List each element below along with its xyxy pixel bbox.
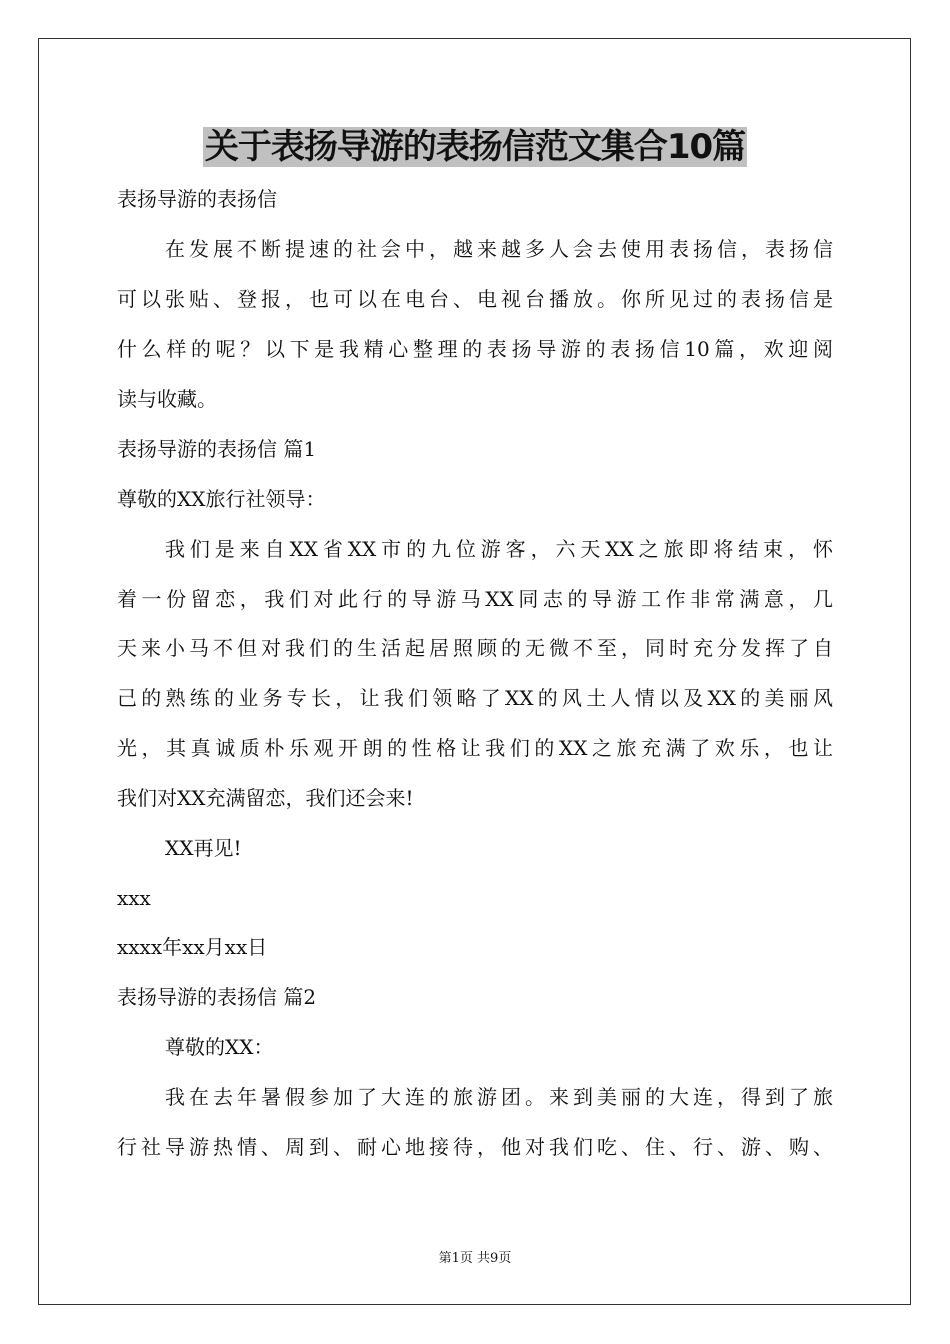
text-line: 表扬导游的表扬信 篇2 — [117, 985, 317, 1009]
text-line: 天来小马不但对我们的生活起居照顾的无微不至，同时充分发挥了自 — [117, 636, 833, 660]
page-border — [38, 38, 911, 1305]
text-line: xxx — [117, 886, 151, 910]
text-line: 光，其真诚质朴乐观开朗的性格让我们的XX之旅充满了欢乐，也让 — [117, 736, 833, 760]
text-line: 己的熟练的业务专长，让我们领略了XX的风土人情以及XX的美丽风 — [117, 686, 833, 710]
text-line: XX再见! — [165, 836, 242, 860]
text-line: 尊敬的XX旅行社领导： — [117, 487, 326, 511]
text-line: 可以张贴、登报，也可以在电台、电视台播放。你所见过的表扬信是 — [117, 287, 833, 311]
text-line: 我们对XX充满留恋，我们还会来! — [117, 786, 414, 810]
document-title-wrap — [0, 126, 950, 168]
text-line: 着一份留恋，我们对此行的导游马XX同志的导游工作非常满意，几 — [117, 587, 833, 611]
text-line: 表扬导游的表扬信 篇1 — [117, 437, 317, 461]
text-line: 我在去年暑假参加了大连的旅游团。来到美丽的大连，得到了旅 — [165, 1085, 833, 1109]
text-line: 什么样的呢？以下是我精心整理的表扬导游的表扬信10篇，欢迎阅 — [117, 337, 833, 361]
text-line: 我们是来自XX省XX市的九位游客，六天XX之旅即将结束，怀 — [165, 537, 833, 561]
text-line: 在发展不断提速的社会中，越来越多人会去使用表扬信，表扬信 — [165, 237, 833, 261]
document-title: 关于表扬导游的表扬信范文集合10篇 — [204, 127, 746, 167]
text-line: xxxx年xx月xx日 — [117, 935, 268, 959]
text-line: 读与收藏。 — [117, 387, 217, 411]
text-line: 尊敬的XX： — [165, 1035, 274, 1059]
text-line: 表扬导游的表扬信 — [117, 187, 277, 211]
page-footer: 第1页 共9页 — [438, 1251, 512, 1266]
text-line: 行社导游热情、周到、耐心地接待，他对我们吃、住、行、游、购、 — [117, 1135, 833, 1159]
